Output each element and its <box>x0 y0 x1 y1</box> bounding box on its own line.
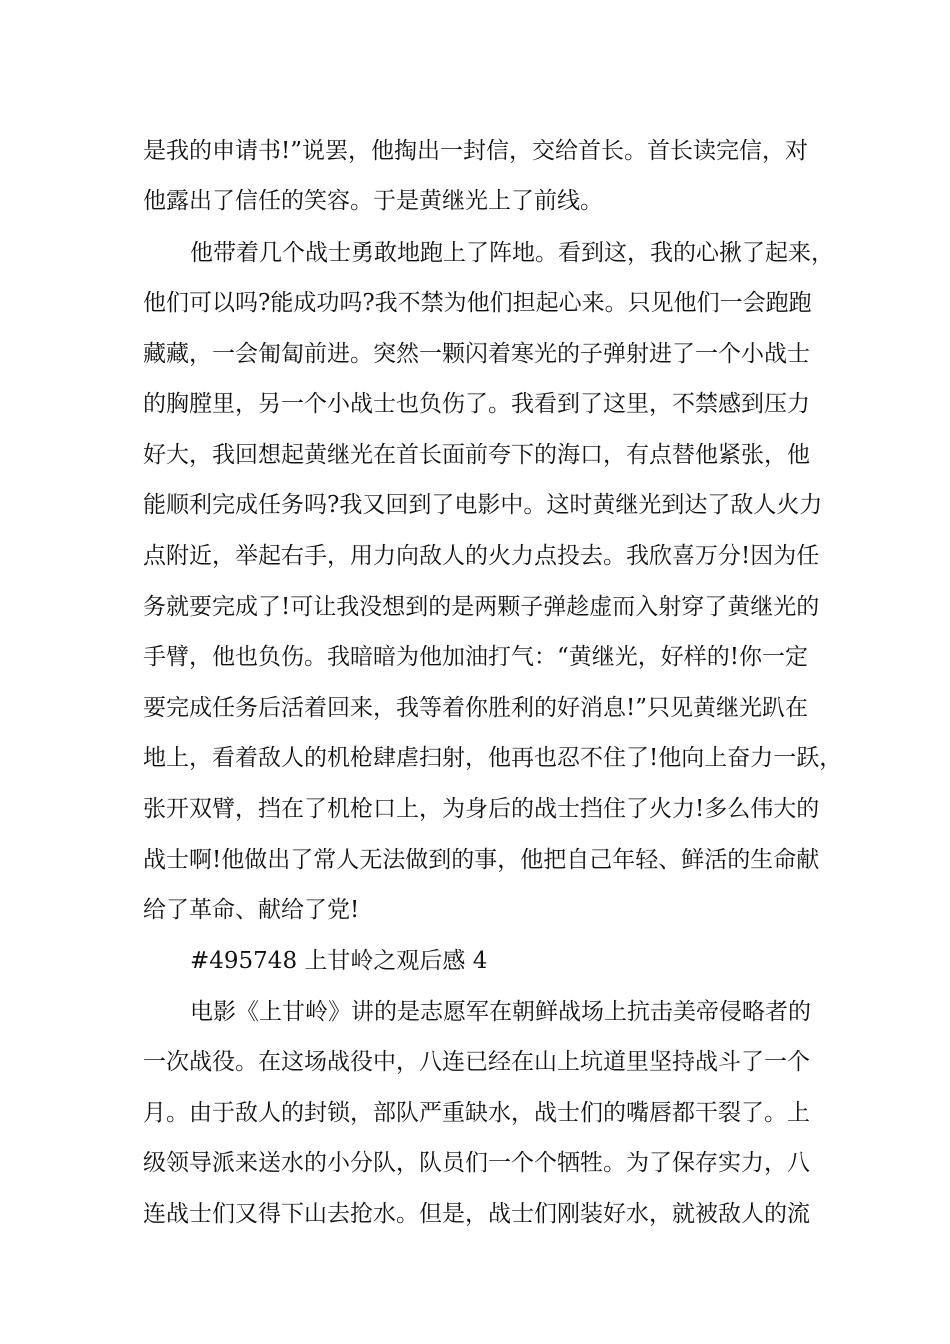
text-line: 给了革命、献给了党! <box>143 897 360 923</box>
text-line: 他们可以吗?能成功吗?我不禁为他们担起心来。只见他们一会跑跑 <box>143 290 812 316</box>
text-line: 月。由于敌人的封锁，部队严重缺水，战士们的嘴唇都干裂了。上 <box>143 1100 810 1126</box>
text-line: 他露出了信任的笑容。于是黄继光上了前线。 <box>143 188 603 214</box>
section-heading: #495748 上甘岭之观后感 4 <box>190 948 488 974</box>
text-line: 电影《上甘岭》讲的是志愿军在朝鲜战场上抗击美帝侵略者的 <box>190 999 811 1025</box>
text-line: 藏藏，一会匍匐前进。突然一颗闪着寒光的子弹射进了一个小战士 <box>143 341 810 367</box>
text-line: 要完成任务后活着回来，我等着你胜利的好消息!”只见黄继光趴在 <box>143 695 809 721</box>
text-line: 他带着几个战士勇敢地跑上了阵地。看到这，我的心揪了起来， <box>190 240 834 266</box>
text-line: 一次战役。在这场战役中，八连已经在山上坑道里坚持战斗了一个 <box>143 1049 810 1075</box>
text-line: 的胸膛里，另一个小战士也负伤了。我看到了这里，不禁感到压力 <box>143 391 810 417</box>
text-line: 战士啊!他做出了常人无法做到的事，他把自己年轻、鲜活的生命献 <box>143 847 820 873</box>
text-line: 是我的申请书!”说罢，他掏出一封信，交给首长。首长读完信，对 <box>143 138 809 164</box>
text-line: 务就要完成了!可让我没想到的是两颗子弹趁虚而入射穿了黄继光的 <box>143 594 820 620</box>
text-line: 张开双臂，挡在了机枪口上，为身后的战士挡住了火力!多么伟大的 <box>143 796 820 822</box>
text-line: 手臂，他也负伤。我暗暗为他加油打气：“黄继光，好样的!你一定 <box>143 644 809 670</box>
text-line: 点附近，举起右手，用力向敌人的火力点投去。我欣喜万分!因为任 <box>143 543 820 569</box>
text-line: 级领导派来送水的小分队，队员们一个个牺牲。为了保存实力，八 <box>143 1150 810 1176</box>
text-line: 好大，我回想起黄继光在首长面前夸下的海口，有点替他紧张，他 <box>143 442 810 468</box>
text-line: 连战士们又得下山去抢水。但是，战士们刚装好水，就被敌人的流 <box>143 1201 810 1227</box>
text-line: 能顺利完成任务吗?我又回到了电影中。这时黄继光到达了敌人火力 <box>143 492 823 518</box>
text-line: 地上，看着敌人的机枪肆虐扫射，他再也忍不住了!他向上奋力一跃， <box>143 745 843 771</box>
